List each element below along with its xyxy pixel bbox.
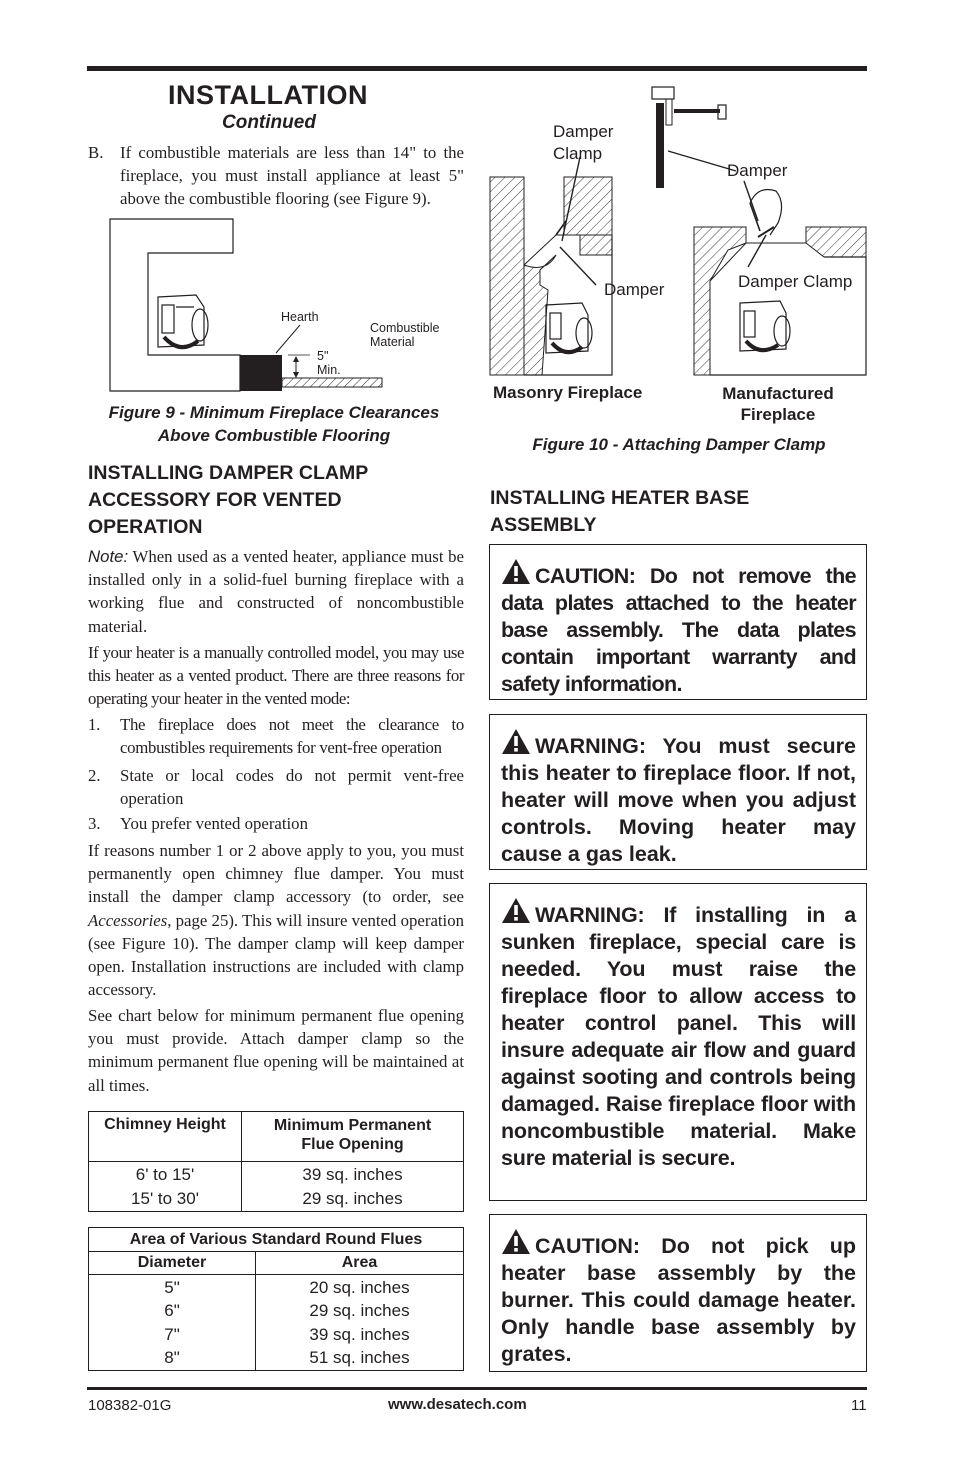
fig10-label-damper-left: Damper [604, 280, 665, 299]
fig10-label-damper-clamp [553, 121, 613, 165]
item-b-text: If combustible materials are less than 14" to the fireplace, you must install appliance at least 5" above the combustible flooring (see Figure 9). [120, 143, 464, 209]
chart-intro-paragraph: See chart below for minimum permanent flue opening you must provide. Attach damper clamp so the minimum permanent flue opening will be maintained at all times. [88, 1006, 464, 1095]
flue-opening-cell [242, 1162, 464, 1212]
round-flues-title: Area of Various Standard Round Flues [89, 1228, 464, 1252]
damper-heading-line1: INSTALLING DAMPER CLAMP [88, 462, 369, 484]
figure-9-caption [82, 401, 466, 447]
warning-message: WARNING: You must secure this heater to fireplace floor. If not, heater will move when you adjust controls. Moving heater may cause a gas leak. [501, 734, 856, 866]
damper-paragraph [88, 839, 464, 1001]
table-cell: 39 sq. inches [302, 1164, 403, 1184]
list-item-number: 1. [88, 715, 100, 734]
table-cell: 8" [164, 1348, 180, 1368]
table-cell: 20 sq. inches [309, 1278, 410, 1297]
table-cell: 39 sq. inches [309, 1324, 410, 1344]
fig9-label-min-top: 5" [317, 349, 329, 363]
fig10-label-masonry: Masonry Fireplace [493, 383, 643, 402]
table-cell: 51 sq. inches [309, 1348, 410, 1368]
damper-heading-line2: ACCESSORY FOR VENTED [88, 489, 342, 511]
base-heading-line1: INSTALLING HEATER BASE [490, 487, 750, 509]
section-title: INSTALLATION [168, 80, 368, 110]
fig10-label-damper-clamp-right: Damper Clamp [738, 272, 853, 291]
list-item-number: 2. [88, 766, 101, 785]
heater-icon [740, 301, 790, 351]
table-cell: 29 sq. inches [302, 1188, 403, 1208]
footer-website-link[interactable]: www.desatech.com [388, 1396, 527, 1413]
hearth-block [240, 355, 282, 391]
table-cell: 5" [164, 1278, 180, 1297]
heater-icon [158, 295, 208, 347]
list-item [88, 713, 464, 759]
vented-intro-paragraph: If your heater is a manually controlled model, you may use this heater as a vented product. There are three reasons for operating your heater in the vented mode: [88, 643, 464, 709]
table-cell: 7" [164, 1324, 180, 1344]
item-b [88, 141, 464, 211]
figure-9-caption-line2: Above Combustible Flooring [157, 426, 391, 445]
note-text: When used as a vented heater, appliance must be installed only in a solid-fuel burning fireplace with a working flue and constructed of noncombustible material. [88, 547, 464, 636]
fig10-label-manufactured [700, 383, 856, 425]
damper-paragraph-part2: , page 25). This will insure vented operation (see Figure 10). The damper clamp will keep damper open. Installation instructions are included with clamp accessory. [88, 910, 464, 1000]
damper-paragraph-part1: If reasons number 1 or 2 above apply to you, you must permanently open chimney flue damper. You must install the damper clamp accessory (to order, see [88, 841, 464, 907]
figure-10-diagram [488, 85, 870, 380]
warning-box-secure-heater [489, 714, 867, 870]
footer-page-number: 11 [851, 1397, 867, 1414]
chimney-height-header: Chimney Height [89, 1112, 242, 1162]
list-item-text: You prefer vented operation [120, 814, 308, 833]
table-cell: 6" [164, 1301, 180, 1321]
warning-triangle-icon [501, 897, 531, 924]
flue-opening-header-line1: Minimum Permanent [273, 1117, 432, 1134]
base-section-heading [490, 485, 866, 539]
warning-triangle-icon [501, 558, 531, 585]
item-b-letter: B. [88, 143, 104, 162]
fig10-label-damper-clamp-line1: Damper [553, 122, 614, 141]
damper-section-heading [88, 460, 468, 541]
warning-message: WARNING: If installing in a sunken fireplace, special care is needed. You must raise the fireplace floor to allow access to heater control panel. This will insure adequate air flow and guard against sooting and controls being damaged. Raise fireplace floor with noncombustible material. Make sure material is secure. [501, 903, 856, 1170]
accessories-reference: Accessories [88, 910, 168, 930]
heater-icon [546, 303, 592, 353]
table-cell: 6' to 15' [135, 1164, 195, 1184]
figure-9-caption-line1: Figure 9 - Minimum Fireplace Clearances [108, 403, 440, 422]
warning-text [501, 897, 856, 1172]
area-header: Area [256, 1252, 464, 1275]
section-subtitle: Continued [222, 112, 316, 133]
fig9-label-min-bottom: Min. [317, 363, 341, 377]
fig10-label-damper-top: Damper [727, 161, 788, 180]
bottom-rule [87, 1387, 867, 1390]
warning-box-sunken-fireplace [489, 883, 867, 1201]
top-rule [87, 66, 867, 71]
warning-message: CAUTION: Do not remove the data plates attached to the heater base assembly. The data plates contain important warranty and safety information. [501, 564, 856, 696]
list-item-number: 3. [88, 814, 101, 833]
round-flues-table [88, 1227, 464, 1371]
chimney-height-cell [89, 1162, 242, 1212]
fig10-label-damper-clamp-line2: Clamp [553, 144, 603, 163]
warning-text [501, 1228, 856, 1368]
fig10-label-manufactured-line2: Fireplace [740, 405, 816, 424]
base-heading-line2: ASSEMBLY [490, 514, 597, 536]
list-item [88, 812, 464, 835]
list-item-text: State or local codes do not permit vent-free operation [120, 766, 464, 809]
warning-text [501, 728, 856, 868]
figure-9-diagram [100, 215, 400, 400]
warning-message: CAUTION: Do not pick up heater base assembly by the burner. This could damage heater. Only handle base assembly by grates. [501, 1234, 856, 1366]
chimney-table [88, 1111, 464, 1212]
flue-opening-header [242, 1112, 464, 1162]
fig9-label-combustible: Combustible [370, 321, 440, 335]
figure-10-caption: Figure 10 - Attaching Damper Clamp [532, 435, 826, 454]
fig10-label-manufactured-line1: Manufactured [722, 384, 834, 403]
table-cell: 29 sq. inches [309, 1301, 410, 1321]
diameter-header: Diameter [89, 1252, 256, 1275]
note-paragraph [88, 545, 464, 638]
diameter-cell [89, 1275, 256, 1371]
list-item-text: The fireplace does not meet the clearance to combustibles requirements for vent-free operation [120, 715, 464, 758]
warning-text [501, 558, 856, 698]
warning-triangle-icon [501, 728, 531, 755]
caution-box-pick-up [489, 1214, 867, 1372]
footer-doc-number: 108382-01G [88, 1397, 172, 1414]
fig9-label-material: Material [370, 335, 415, 349]
caution-box-data-plates [489, 544, 867, 700]
list-item [88, 764, 464, 810]
flue-opening-header-line2: Flue Opening [301, 1136, 404, 1153]
warning-triangle-icon [501, 1228, 531, 1255]
note-label: Note: [88, 547, 129, 566]
fig9-label-hearth: Hearth [281, 310, 319, 324]
damper-heading-line3: OPERATION [88, 516, 203, 538]
area-cell [256, 1275, 464, 1371]
table-cell: 15' to 30' [131, 1188, 199, 1208]
